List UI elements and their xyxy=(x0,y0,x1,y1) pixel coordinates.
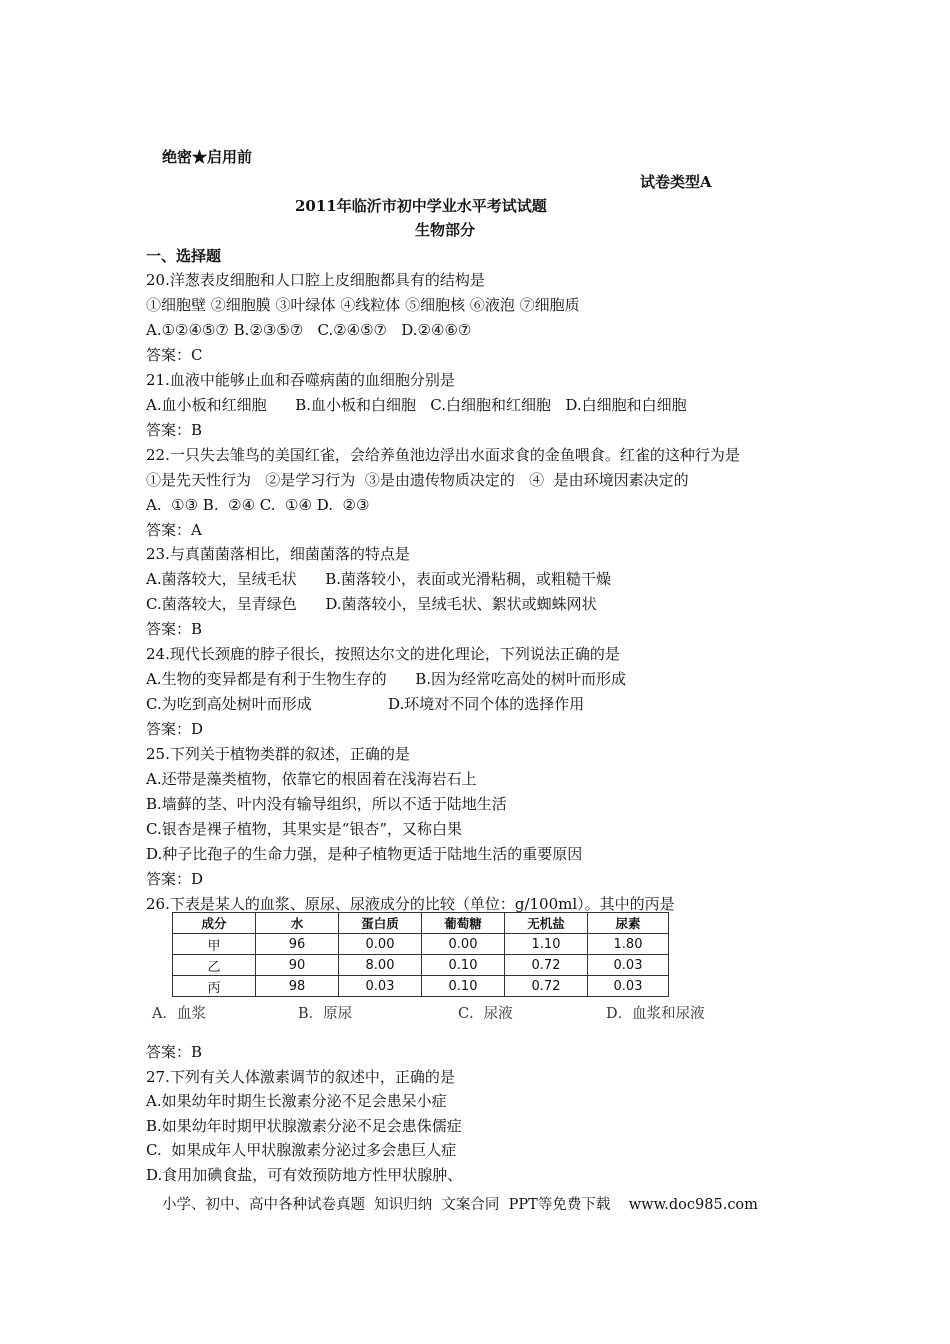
table-cell: 0.03 xyxy=(339,976,422,997)
question-line: 20.洋葱表皮细胞和人口腔上皮细胞都具有的结构是 xyxy=(146,271,485,289)
answer-line: 答案：C xyxy=(146,346,203,364)
paper-type: 试卷类型A xyxy=(640,173,712,191)
secret-label: 绝密★启用前 xyxy=(162,148,253,166)
question-line: 23.与真菌菌落相比，细菌菌落的特点是 xyxy=(146,545,410,563)
table-cell: 98 xyxy=(256,976,339,997)
table-cell: 0.00 xyxy=(422,934,505,955)
answer-line: 答案：B xyxy=(146,1043,203,1061)
table-cell: 0.10 xyxy=(422,955,505,976)
table-header-cell: 尿素 xyxy=(588,913,669,934)
table-header-cell: 成分 xyxy=(173,913,256,934)
answer-line: 答案：D xyxy=(146,870,204,888)
table-option-b: B．原尿 xyxy=(298,1006,353,1022)
table-option-c: C．尿液 xyxy=(458,1006,513,1022)
table-option-d: D．血浆和尿液 xyxy=(606,1006,705,1022)
table-cell: 1.10 xyxy=(505,934,588,955)
question-line: C.为吃到高处树叶而形成 D.环境对不同个体的选择作用 xyxy=(146,695,585,713)
answer-line: 答案：B xyxy=(146,620,203,638)
table-cell: 96 xyxy=(256,934,339,955)
question-line: D.食用加碘食盐，可有效预防地方性甲状腺肿、 xyxy=(146,1166,463,1184)
table-option-a: A．血浆 xyxy=(152,1006,206,1022)
question-line: 27.下列有关人体激素调节的叙述中，正确的是 xyxy=(146,1068,455,1086)
section-heading: 一、选择题 xyxy=(146,247,222,265)
question-line: A.如果幼年时期生长激素分泌不足会患呆小症 xyxy=(146,1092,447,1110)
answer-line: 答案：A xyxy=(146,521,202,539)
table-cell: 90 xyxy=(256,955,339,976)
table-header-cell: 水 xyxy=(256,913,339,934)
question-line: D.种子比孢子的生命力强，是种子植物更适于陆地生活的重要原因 xyxy=(146,845,583,863)
question-line: A.菌落较大，呈绒毛状 B.菌落较小，表面或光滑粘稠，或粗糙干燥 xyxy=(146,570,612,588)
table-row xyxy=(173,976,669,997)
question-line: A.生物的变异都是有利于生物生存的 B.因为经常吃高处的树叶而形成 xyxy=(146,670,627,688)
question-line: B.墙藓的茎、叶内没有输导组织，所以不适于陆地生活 xyxy=(146,795,507,813)
question-line: C.菌落较大，呈青绿色 D.菌落较小，呈绒毛状、絮状或蜘蛛网状 xyxy=(146,595,597,613)
question-line: 25.下列关于植物类群的叙述，正确的是 xyxy=(146,745,410,763)
question-line: 22.一只失去雏鸟的美国红雀，会给养鱼池边浮出水面求食的金鱼喂食。红雀的这种行为是 xyxy=(146,446,740,464)
table-cell: 8.00 xyxy=(339,955,422,976)
page-footer: 小学、初中、高中各种试卷真题 知识归纳 文案合同 PPT等免费下载 www.doc985.com xyxy=(162,1197,758,1213)
question-line: A.还带是藻类植物，依靠它的根固着在浅海岩石上 xyxy=(146,770,477,788)
question-line: C.银杏是裸子植物，其果实是“银杏”，又称白果 xyxy=(146,820,463,838)
table-cell: 1.80 xyxy=(588,934,669,955)
table-header-cell: 蛋白质 xyxy=(339,913,422,934)
table-cell: 乙 xyxy=(173,955,256,976)
question-line: ①是先天性行为 ②是学习行为 ③是由遗传物质决定的 ④ 是由环境因素决定的 xyxy=(146,471,689,489)
answer-line: 答案：B xyxy=(146,421,203,439)
table-cell: 0.03 xyxy=(588,955,669,976)
question-line: B.如果幼年时期甲状腺激素分泌不足会患侏儒症 xyxy=(146,1117,462,1135)
table-header-cell: 葡萄糖 xyxy=(422,913,505,934)
table-cell: 0.10 xyxy=(422,976,505,997)
table-cell: 0.72 xyxy=(505,955,588,976)
table-cell: 丙 xyxy=(173,976,256,997)
table-cell: 0.03 xyxy=(588,976,669,997)
answer-line: 答案：D xyxy=(146,720,204,738)
question-line: C. 如果成年人甲状腺激素分泌过多会患巨人症 xyxy=(146,1141,457,1159)
question-line: 24.现代长颈鹿的脖子很长，按照达尔文的进化理论，下列说法正确的是 xyxy=(146,645,620,663)
table-cell: 0.00 xyxy=(339,934,422,955)
question-line: A.①②④⑤⑦ B.②③⑤⑦ C.②④⑤⑦ D.②④⑥⑦ xyxy=(146,321,472,339)
table-cell: 甲 xyxy=(173,934,256,955)
table-row xyxy=(173,934,669,955)
question-line: 21.血液中能够止血和吞噬病菌的血细胞分别是 xyxy=(146,371,455,389)
composition-table xyxy=(172,912,669,997)
question-line: ①细胞壁 ②细胞膜 ③叶绿体 ④线粒体 ⑤细胞核 ⑥液泡 ⑦细胞质 xyxy=(146,296,580,314)
table-row xyxy=(173,955,669,976)
exam-title: 2011年临沂市初中学业水平考试试题 xyxy=(295,197,547,215)
table-header-row xyxy=(173,913,669,934)
question-line: 26.下表是某人的血浆、原尿、尿液成分的比较（单位：g/100ml）。其中的丙是 xyxy=(146,895,675,913)
question-line: A. ①③ B. ②④ C. ①④ D. ②③ xyxy=(146,496,370,514)
table-header-cell: 无机盐 xyxy=(505,913,588,934)
exam-subtitle: 生物部分 xyxy=(415,221,476,239)
table-cell: 0.72 xyxy=(505,976,588,997)
question-line: A.血小板和红细胞 B.血小板和白细胞 C.白细胞和红细胞 D.白细胞和白细胞 xyxy=(146,396,687,414)
